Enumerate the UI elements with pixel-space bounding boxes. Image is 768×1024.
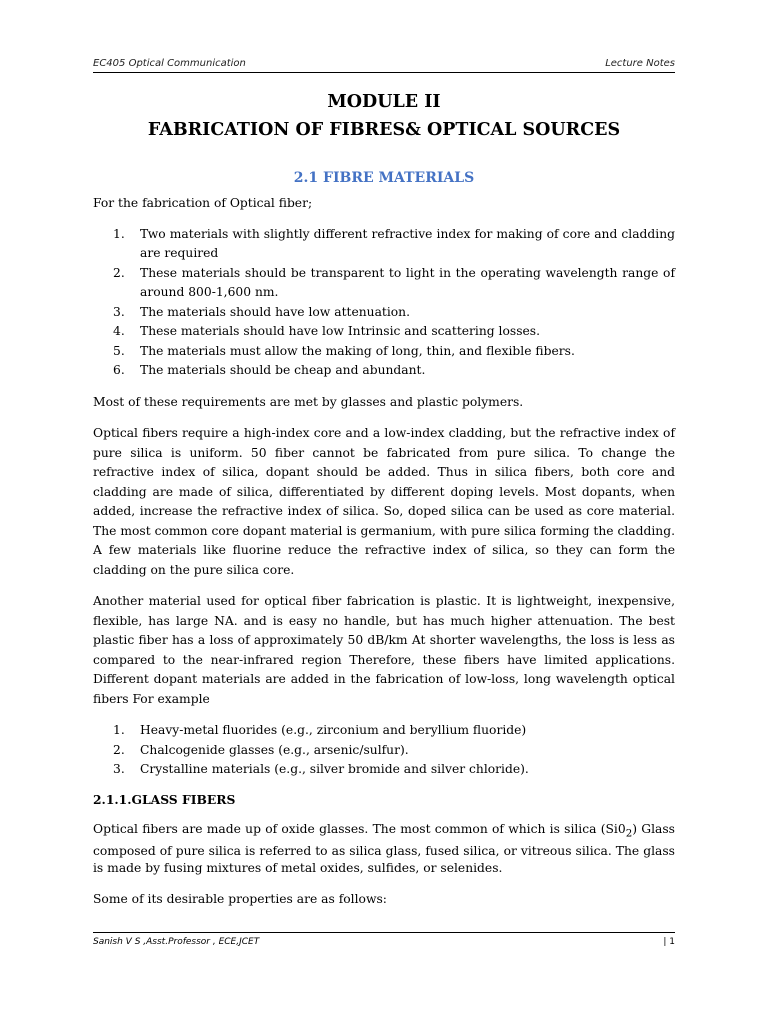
paragraph: Some of its desirable properties are as follows: bbox=[93, 891, 387, 906]
glass-text-a: Optical fibers are made up of oxide glasses. The most common of which is silica (Si0 bbox=[93, 822, 626, 836]
list-item-number: 6. bbox=[113, 363, 125, 377]
list-item bbox=[93, 361, 675, 381]
module-subtitle: FABRICATION OF FIBRES& OPTICAL SOURCES bbox=[147, 120, 621, 140]
list-item-text: Two materials with slightly different refractive index for making of core and cladding are required bbox=[140, 226, 675, 260]
list-item-number: 4. bbox=[113, 324, 125, 338]
subscript: 2 bbox=[625, 827, 633, 840]
section-title: 2.1 FIBRE MATERIALS bbox=[293, 170, 475, 186]
list-item bbox=[93, 760, 675, 780]
header-doc-type: Lecture Notes bbox=[605, 58, 675, 69]
list-item-number: 3. bbox=[113, 304, 125, 319]
intro-text: For the fabrication of Optical fiber; bbox=[93, 196, 313, 210]
examples-list bbox=[93, 721, 675, 780]
list-item-number: 1. bbox=[113, 226, 125, 241]
list-item-text: The materials must allow the making of long, thin, and flexible fibers. bbox=[140, 343, 575, 358]
list-item-text: Chalcogenide glasses (e.g., arsenic/sulfur). bbox=[140, 742, 409, 757]
list-item bbox=[93, 225, 675, 264]
page-header bbox=[93, 58, 675, 73]
list-item bbox=[93, 741, 675, 761]
list-item-text: These materials should be transparent to light in the operating wavelength range of around 800-1,600 nm. bbox=[140, 265, 675, 299]
list-item bbox=[93, 721, 675, 741]
list-item bbox=[93, 342, 675, 362]
list-item bbox=[93, 322, 675, 342]
paragraph: Most of these requirements are met by glasses and plastic polymers. bbox=[93, 394, 524, 409]
list-item-number: 1. bbox=[113, 723, 125, 737]
paragraph: Another material used for optical fiber fabrication is plastic. It is lightweight, inexpensive, flexible, has large NA. and is easy no handle, but has much higher attenuation. The best plastic fiber has a loss of approximately 50 dB/km At shorter wavelengths, the loss is less as compared to the near-infrared region Therefore, these fibers have limited applications. Different dopant materials are added in the fabrication of low-loss, long wavelength optical fibers For example bbox=[93, 594, 675, 706]
page-number: | 1 bbox=[663, 937, 675, 947]
module-title: MODULE II bbox=[327, 92, 441, 112]
title-block bbox=[93, 88, 675, 144]
paragraph: Optical fibers require a high-index core and a low-index cladding, but the refractive index of pure silica is uniform. 50 fiber cannot be fabricated from pure silica. To change the refractive index of silica, dopant should be added. Thus in silica fibers, both core and cladding are made of silica, differentiated by different doping levels. Most dopants, when added, increase the refractive index of silica. So, doped silica can be used as core material. The most common core dopant material is germanium, with pure silica forming the cladding. A few materials like fluorine reduce the refractive index of silica, so they can form the cladding on the pure silica core. bbox=[93, 426, 675, 577]
requirements-list bbox=[93, 225, 675, 381]
page-footer bbox=[93, 932, 675, 947]
list-item-number: 2. bbox=[113, 265, 125, 280]
list-item-text: The materials should have low attenuation. bbox=[140, 304, 411, 319]
list-item-text: The materials should be cheap and abundant. bbox=[140, 363, 426, 377]
list-item-text: Heavy-metal fluorides (e.g., zirconium and beryllium fluoride) bbox=[140, 723, 527, 737]
footer-author: Sanish V S ,Asst.Professor , ECE,JCET bbox=[93, 937, 260, 947]
list-item bbox=[93, 303, 675, 323]
glass-text-b: ) Glass composed of pure silica is referred to as silica glass, fused silica, or vitreous silica. The glass is made by fusing mixtures of metal oxides, sulfides, or selenides. bbox=[93, 822, 675, 876]
body-content bbox=[93, 194, 675, 909]
subsection-title: 2.1.1.GLASS FIBERS bbox=[93, 791, 236, 807]
list-item-text: These materials should have low Intrinsic and scattering losses. bbox=[140, 324, 540, 338]
list-item-number: 3. bbox=[113, 762, 125, 776]
glass-fibers-section bbox=[93, 821, 675, 878]
header-course: EC405 Optical Communication bbox=[93, 58, 246, 69]
list-item-number: 2. bbox=[113, 742, 125, 757]
list-item bbox=[93, 264, 675, 303]
paragraph bbox=[93, 821, 675, 878]
list-item-text: Crystalline materials (e.g., silver bromide and silver chloride). bbox=[140, 762, 529, 776]
list-item-number: 5. bbox=[113, 343, 125, 358]
